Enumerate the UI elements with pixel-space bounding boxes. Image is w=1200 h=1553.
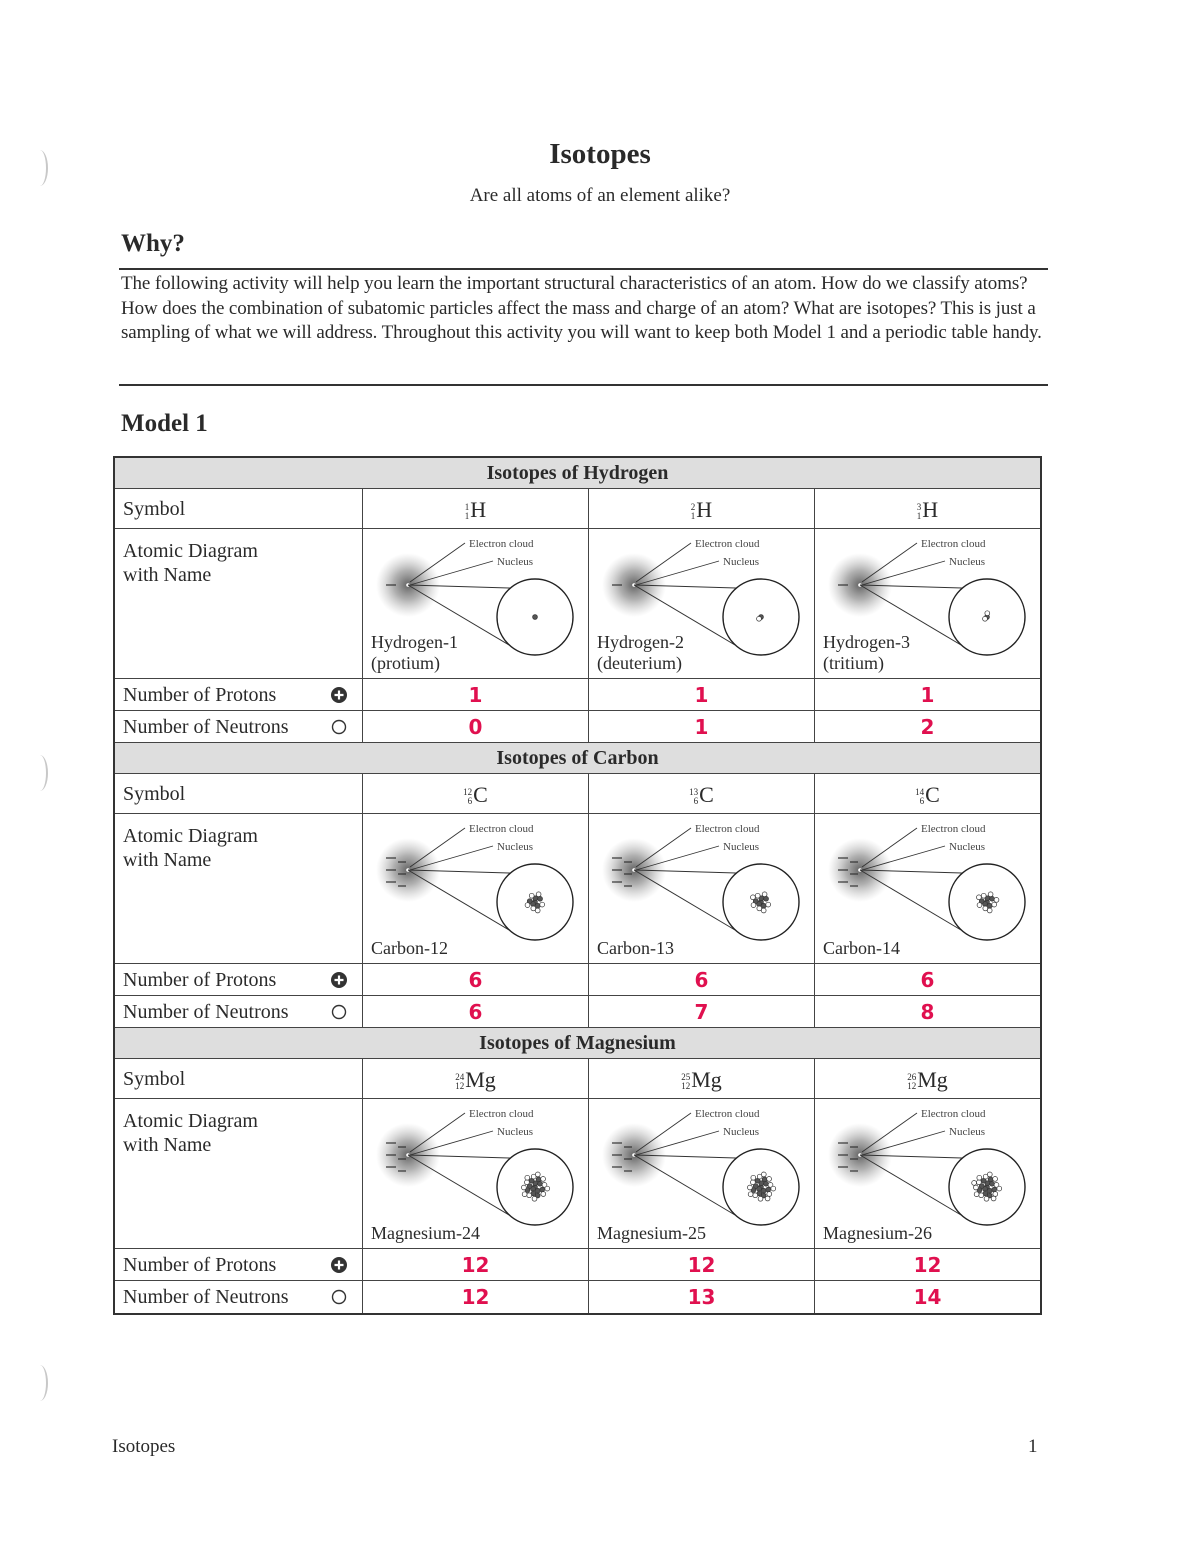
nucleus-label: Nucleus (949, 556, 986, 568)
neutron-particle (748, 1192, 753, 1197)
proton-plus-icon (330, 1256, 348, 1274)
neutron-particle (757, 616, 762, 621)
neutron-particle (757, 906, 762, 911)
atomic-diagram-cell (363, 529, 589, 678)
protons-answer[interactable]: 12 (913, 1253, 942, 1277)
why-heading: Why? (121, 230, 185, 257)
electron-cloud-label: Electron cloud (695, 1108, 760, 1120)
isotope-name-text: Hydrogen-2 (597, 632, 684, 652)
diagram-label-line2: with Name (123, 564, 212, 586)
mass-number: 12 (463, 787, 473, 798)
isotope-name (823, 632, 910, 674)
neutron-particle (972, 1181, 977, 1186)
isotope-name-text: Magnesium-25 (597, 1223, 706, 1243)
neutron-particle (545, 1186, 550, 1191)
atomic-number: 6 (919, 796, 925, 807)
neutron-particle (522, 1185, 527, 1190)
neutron-particle (771, 1186, 776, 1191)
neutron-particle (755, 893, 760, 898)
neutron-particle (991, 1196, 996, 1201)
diagram-label-line1: Atomic Diagram (123, 1110, 258, 1132)
protons-label (115, 679, 363, 710)
diagram-label-line2: with Name (123, 1134, 212, 1156)
protons-row (115, 1249, 1040, 1281)
neutrons-label (115, 996, 363, 1027)
proton-particle (764, 896, 769, 901)
proton-plus-icon (330, 686, 348, 704)
isotope-symbol-cell (363, 774, 589, 813)
protons-label-text: Number of Protons (123, 969, 277, 991)
isotope-name (371, 632, 458, 674)
proton-particle (538, 896, 543, 901)
protons-answer[interactable]: 6 (920, 968, 935, 992)
nucleus-label: Nucleus (723, 556, 760, 568)
proton-particle (762, 1177, 767, 1182)
neutron-particle (992, 902, 997, 907)
neutrons-answer[interactable]: 2 (920, 715, 935, 739)
neutron-particle (525, 903, 530, 908)
protons-label (115, 964, 363, 995)
protons-answer[interactable]: 6 (589, 964, 815, 995)
mass-number: 14 (915, 787, 925, 798)
proton-particle (535, 1188, 540, 1193)
group-header-1: Isotopes of Carbon (115, 743, 1040, 774)
intro-paragraph: The following activity will help you learn the important structural characteristics of an atom. How do we classify atoms? How does the combination of subatomic particles affect the mass and charge of an atom? What are isotopes? This is just a sampling of what we will address. Throughout this activity you will want to keep both Model 1 and a periodic table handy. (121, 273, 1042, 343)
neutron-particle (981, 893, 986, 898)
element-symbol: H (922, 497, 939, 523)
protons-label (115, 1249, 363, 1280)
protons-answer[interactable]: 1 (363, 679, 589, 710)
neutron-particle (540, 902, 545, 907)
nuclide-numbers (907, 1073, 916, 1091)
neutrons-answer[interactable]: 12 (363, 1281, 589, 1313)
neutron-particle (751, 895, 756, 900)
proton-particle (761, 1188, 766, 1193)
diagram-label-line1: Atomic Diagram (123, 825, 258, 847)
nucleus-label: Nucleus (497, 1126, 534, 1138)
neutron-particle (765, 1196, 770, 1201)
nuclide-numbers (689, 788, 698, 806)
atomic-diagram-cell (815, 1099, 1040, 1248)
nuclide-symbol (691, 499, 712, 521)
electron-cloud-label: Electron cloud (921, 823, 986, 835)
electron-cloud-label: Electron cloud (469, 823, 534, 835)
protons-label-text: Number of Protons (123, 1254, 277, 1276)
element-symbol: C (925, 782, 940, 808)
nuclide-symbol (463, 784, 488, 806)
neutron-particle (761, 1172, 766, 1177)
page-title: Isotopes (549, 138, 651, 170)
diagram-row (115, 529, 1040, 679)
footer-title: Isotopes (112, 1436, 176, 1457)
binder-hole-mark (32, 1365, 48, 1401)
neutron-particle (758, 1196, 763, 1201)
nucleus-label: Nucleus (723, 1126, 760, 1138)
neutrons-label-text: Number of Neutrons (123, 716, 289, 738)
protons-row (115, 964, 1040, 996)
isotope-symbol-cell (815, 1059, 1040, 1098)
mass-number: 2 (690, 502, 696, 513)
neutron-particle (536, 892, 541, 897)
binder-hole-mark (32, 755, 48, 791)
neutron-particle (993, 1177, 998, 1182)
neutron-particle (977, 1180, 982, 1185)
proton-particle (990, 1181, 995, 1186)
neutron-particle (751, 1180, 756, 1185)
isotope-symbol-cell (589, 1059, 815, 1098)
nuclide-symbol (681, 1069, 722, 1091)
atomic-number: 12 (907, 1081, 917, 1092)
model-heading: Model 1 (121, 410, 208, 437)
neutron-particle (987, 908, 992, 913)
neutron-particle (974, 1185, 979, 1190)
isotope-name-text: Magnesium-24 (371, 1223, 480, 1243)
neutrons-answer[interactable]: 1 (589, 711, 815, 742)
proton-particle (992, 1187, 997, 1192)
page-number: 1 (1028, 1436, 1038, 1457)
neutron-particle (766, 902, 771, 907)
isotope-name (597, 1223, 706, 1244)
atomic-number: 1 (916, 511, 922, 522)
neutron-particle (988, 892, 993, 897)
neutron-particle (748, 1185, 753, 1190)
nuclide-symbol (907, 1069, 948, 1091)
diagram-label (115, 814, 363, 963)
isotope-name-text: Carbon-12 (371, 938, 448, 958)
proton-particle (990, 896, 995, 901)
neutron-particle (751, 1175, 756, 1180)
diagram-label (115, 529, 363, 678)
proton-particle (988, 1177, 993, 1182)
neutrons-label (115, 711, 363, 742)
protons-answer[interactable]: 12 (363, 1249, 589, 1280)
neutrons-row (115, 996, 1040, 1028)
nuclide-numbers (681, 1073, 690, 1091)
mass-number: 25 (681, 1072, 691, 1083)
neutrons-row (115, 711, 1040, 743)
element-symbol: C (473, 782, 488, 808)
neutron-particle (987, 1172, 992, 1177)
neutrons-answer[interactable]: 7 (589, 996, 815, 1027)
symbol-label: Symbol (115, 489, 363, 528)
nucleus-label: Nucleus (949, 841, 986, 853)
atomic-number: 12 (681, 1081, 691, 1092)
protons-answer[interactable]: 1 (920, 683, 935, 707)
neutron-particle (535, 1172, 540, 1177)
electron-cloud-label: Electron cloud (921, 1108, 986, 1120)
isotope-alt-name: (deuterium) (597, 653, 682, 673)
symbol-row (115, 774, 1040, 814)
group-header-0: Isotopes of Hydrogen (115, 458, 1040, 489)
divider-top (119, 268, 1048, 270)
atomic-diagram-cell (589, 1099, 815, 1248)
isotope-symbol-cell (815, 489, 1040, 528)
isotope-name (823, 938, 900, 959)
nuclide-numbers (455, 1073, 464, 1091)
mass-number: 1 (464, 502, 470, 513)
neutrons-label (115, 1281, 363, 1313)
neutron-particle (751, 903, 756, 908)
proton-particle (540, 1187, 545, 1192)
nucleus-label: Nucleus (949, 1126, 986, 1138)
neutron-particle (977, 903, 982, 908)
element-symbol: C (699, 782, 714, 808)
neutron-particle (762, 892, 767, 897)
neutron-particle (535, 908, 540, 913)
nuclide-numbers (917, 503, 922, 521)
nuclide-numbers (463, 788, 472, 806)
mass-number: 24 (455, 1072, 465, 1083)
neutron-particle (527, 1193, 532, 1198)
proton-plus-icon (330, 971, 348, 989)
neutron-circle-icon (330, 1003, 348, 1021)
electron-cloud-label: Electron cloud (695, 538, 760, 550)
neutron-particle (753, 1193, 758, 1198)
isotope-name-text: Magnesium-26 (823, 1223, 932, 1243)
diagram-row (115, 1099, 1040, 1249)
proton-particle (764, 1181, 769, 1186)
neutron-particle (979, 1193, 984, 1198)
mass-number: 3 (916, 502, 922, 513)
isotope-name (371, 1223, 480, 1244)
neutron-particle (997, 1186, 1002, 1191)
isotope-symbol-cell (589, 774, 815, 813)
nuclide-symbol (465, 499, 486, 521)
mass-number: 13 (689, 787, 699, 798)
nucleus-label: Nucleus (497, 841, 534, 853)
atomic-number: 1 (464, 511, 470, 522)
atomic-diagram-cell (589, 529, 815, 678)
isotope-symbol-cell (363, 489, 589, 528)
atomic-diagram-cell (363, 814, 589, 963)
zoom-line (860, 870, 961, 930)
page-subtitle: Are all atoms of an element alike? (469, 185, 731, 206)
zoom-line (408, 1155, 509, 1215)
electron-cloud-label: Electron cloud (921, 538, 986, 550)
proton-particle (535, 903, 540, 908)
proton-particle (533, 615, 538, 620)
zoom-line (634, 870, 735, 930)
zoom-line (634, 1155, 735, 1215)
neutrons-answer[interactable]: 0 (363, 711, 589, 742)
neutron-particle (529, 893, 534, 898)
protons-answer[interactable]: 1 (589, 679, 815, 710)
atomic-diagram-cell (815, 529, 1040, 678)
group-header-2: Isotopes of Magnesium (115, 1028, 1040, 1059)
element-symbol: Mg (691, 1067, 722, 1093)
nuclide-symbol (455, 1069, 496, 1091)
neutrons-label-text: Number of Neutrons (123, 1001, 289, 1023)
isotope-name (597, 632, 684, 674)
neutron-particle (522, 1192, 527, 1197)
atomic-diagram-cell (363, 1099, 589, 1248)
isotope-name (823, 1223, 932, 1244)
nuclide-symbol (917, 499, 938, 521)
neutron-particle (525, 1180, 530, 1185)
neutrons-answer[interactable]: 8 (920, 1000, 935, 1024)
protons-answer[interactable]: 6 (363, 964, 589, 995)
nuclide-symbol (915, 784, 940, 806)
element-symbol: Mg (465, 1067, 496, 1093)
proton-particle (766, 1187, 771, 1192)
electron-cloud-label: Electron cloud (469, 538, 534, 550)
divider-bottom (119, 384, 1048, 386)
element-symbol: Mg (917, 1067, 948, 1093)
proton-particle (987, 1188, 992, 1193)
isotope-name-text: Hydrogen-3 (823, 632, 910, 652)
neutron-particle (541, 1192, 546, 1197)
atomic-number: 6 (467, 796, 473, 807)
neutron-circle-icon (330, 1288, 348, 1306)
neutron-particle (983, 906, 988, 911)
isotope-symbol-cell (815, 774, 1040, 813)
neutron-circle-icon (330, 718, 348, 736)
isotope-alt-name: (tritium) (823, 653, 884, 673)
isotope-symbol-cell (363, 1059, 589, 1098)
neutrons-answer[interactable]: 6 (363, 996, 589, 1027)
neutrons-row (115, 1281, 1040, 1313)
nuclide-numbers (465, 503, 470, 521)
isotope-name (371, 938, 448, 959)
diagram-row (115, 814, 1040, 964)
nucleus-label: Nucleus (497, 556, 534, 568)
neutron-particle (532, 1196, 537, 1201)
neutron-particle (531, 906, 536, 911)
neutron-particle (994, 898, 999, 903)
atomic-number: 12 (455, 1081, 465, 1092)
electron-cloud-label: Electron cloud (469, 1108, 534, 1120)
diagram-label (115, 1099, 363, 1248)
protons-answer[interactable]: 12 (589, 1249, 815, 1280)
diagram-label-line2: with Name (123, 849, 212, 871)
proton-particle (987, 903, 992, 908)
neutrons-answer[interactable]: 14 (913, 1285, 942, 1309)
isotope-name-text: Hydrogen-1 (371, 632, 458, 652)
atomic-diagram-cell (815, 814, 1040, 963)
element-symbol: H (696, 497, 713, 523)
neutron-particle (977, 1175, 982, 1180)
electron-cloud-label: Electron cloud (695, 823, 760, 835)
atomic-diagram-cell (589, 814, 815, 963)
protons-label-text: Number of Protons (123, 684, 277, 706)
zoom-line (860, 1155, 961, 1215)
isotope-name (597, 938, 674, 959)
neutron-particle (767, 1192, 772, 1197)
neutron-particle (983, 616, 988, 621)
neutron-particle (974, 1192, 979, 1197)
proton-particle (538, 1181, 543, 1186)
neutrons-label-text: Number of Neutrons (123, 1286, 289, 1308)
isotope-name-text: Carbon-14 (823, 938, 900, 958)
neutron-particle (525, 1175, 530, 1180)
neutron-particle (984, 1196, 989, 1201)
neutron-particle (761, 908, 766, 913)
neutron-particle (541, 1177, 546, 1182)
proton-particle (761, 903, 766, 908)
nuclide-symbol (689, 784, 714, 806)
atomic-number: 1 (690, 511, 696, 522)
diagram-label-line1: Atomic Diagram (123, 540, 258, 562)
symbol-label: Symbol (115, 774, 363, 813)
neutron-particle (977, 895, 982, 900)
nucleus-label: Nucleus (723, 841, 760, 853)
symbol-row (115, 1059, 1040, 1099)
symbol-row (115, 489, 1040, 529)
neutron-particle (993, 1192, 998, 1197)
neutron-particle (985, 611, 990, 616)
isotope-model-table (113, 456, 1042, 1315)
protons-row (115, 679, 1040, 711)
nuclide-numbers (915, 788, 924, 806)
neutrons-answer[interactable]: 13 (589, 1281, 815, 1313)
mass-number: 26 (907, 1072, 917, 1083)
atomic-number: 6 (693, 796, 699, 807)
element-symbol: H (470, 497, 487, 523)
nuclide-numbers (691, 503, 696, 521)
isotope-alt-name: (protium) (371, 653, 440, 673)
isotope-symbol-cell (589, 489, 815, 528)
symbol-label: Symbol (115, 1059, 363, 1098)
isotope-name-text: Carbon-13 (597, 938, 674, 958)
neutron-particle (767, 1177, 772, 1182)
zoom-line (408, 870, 509, 930)
proton-particle (536, 1177, 541, 1182)
